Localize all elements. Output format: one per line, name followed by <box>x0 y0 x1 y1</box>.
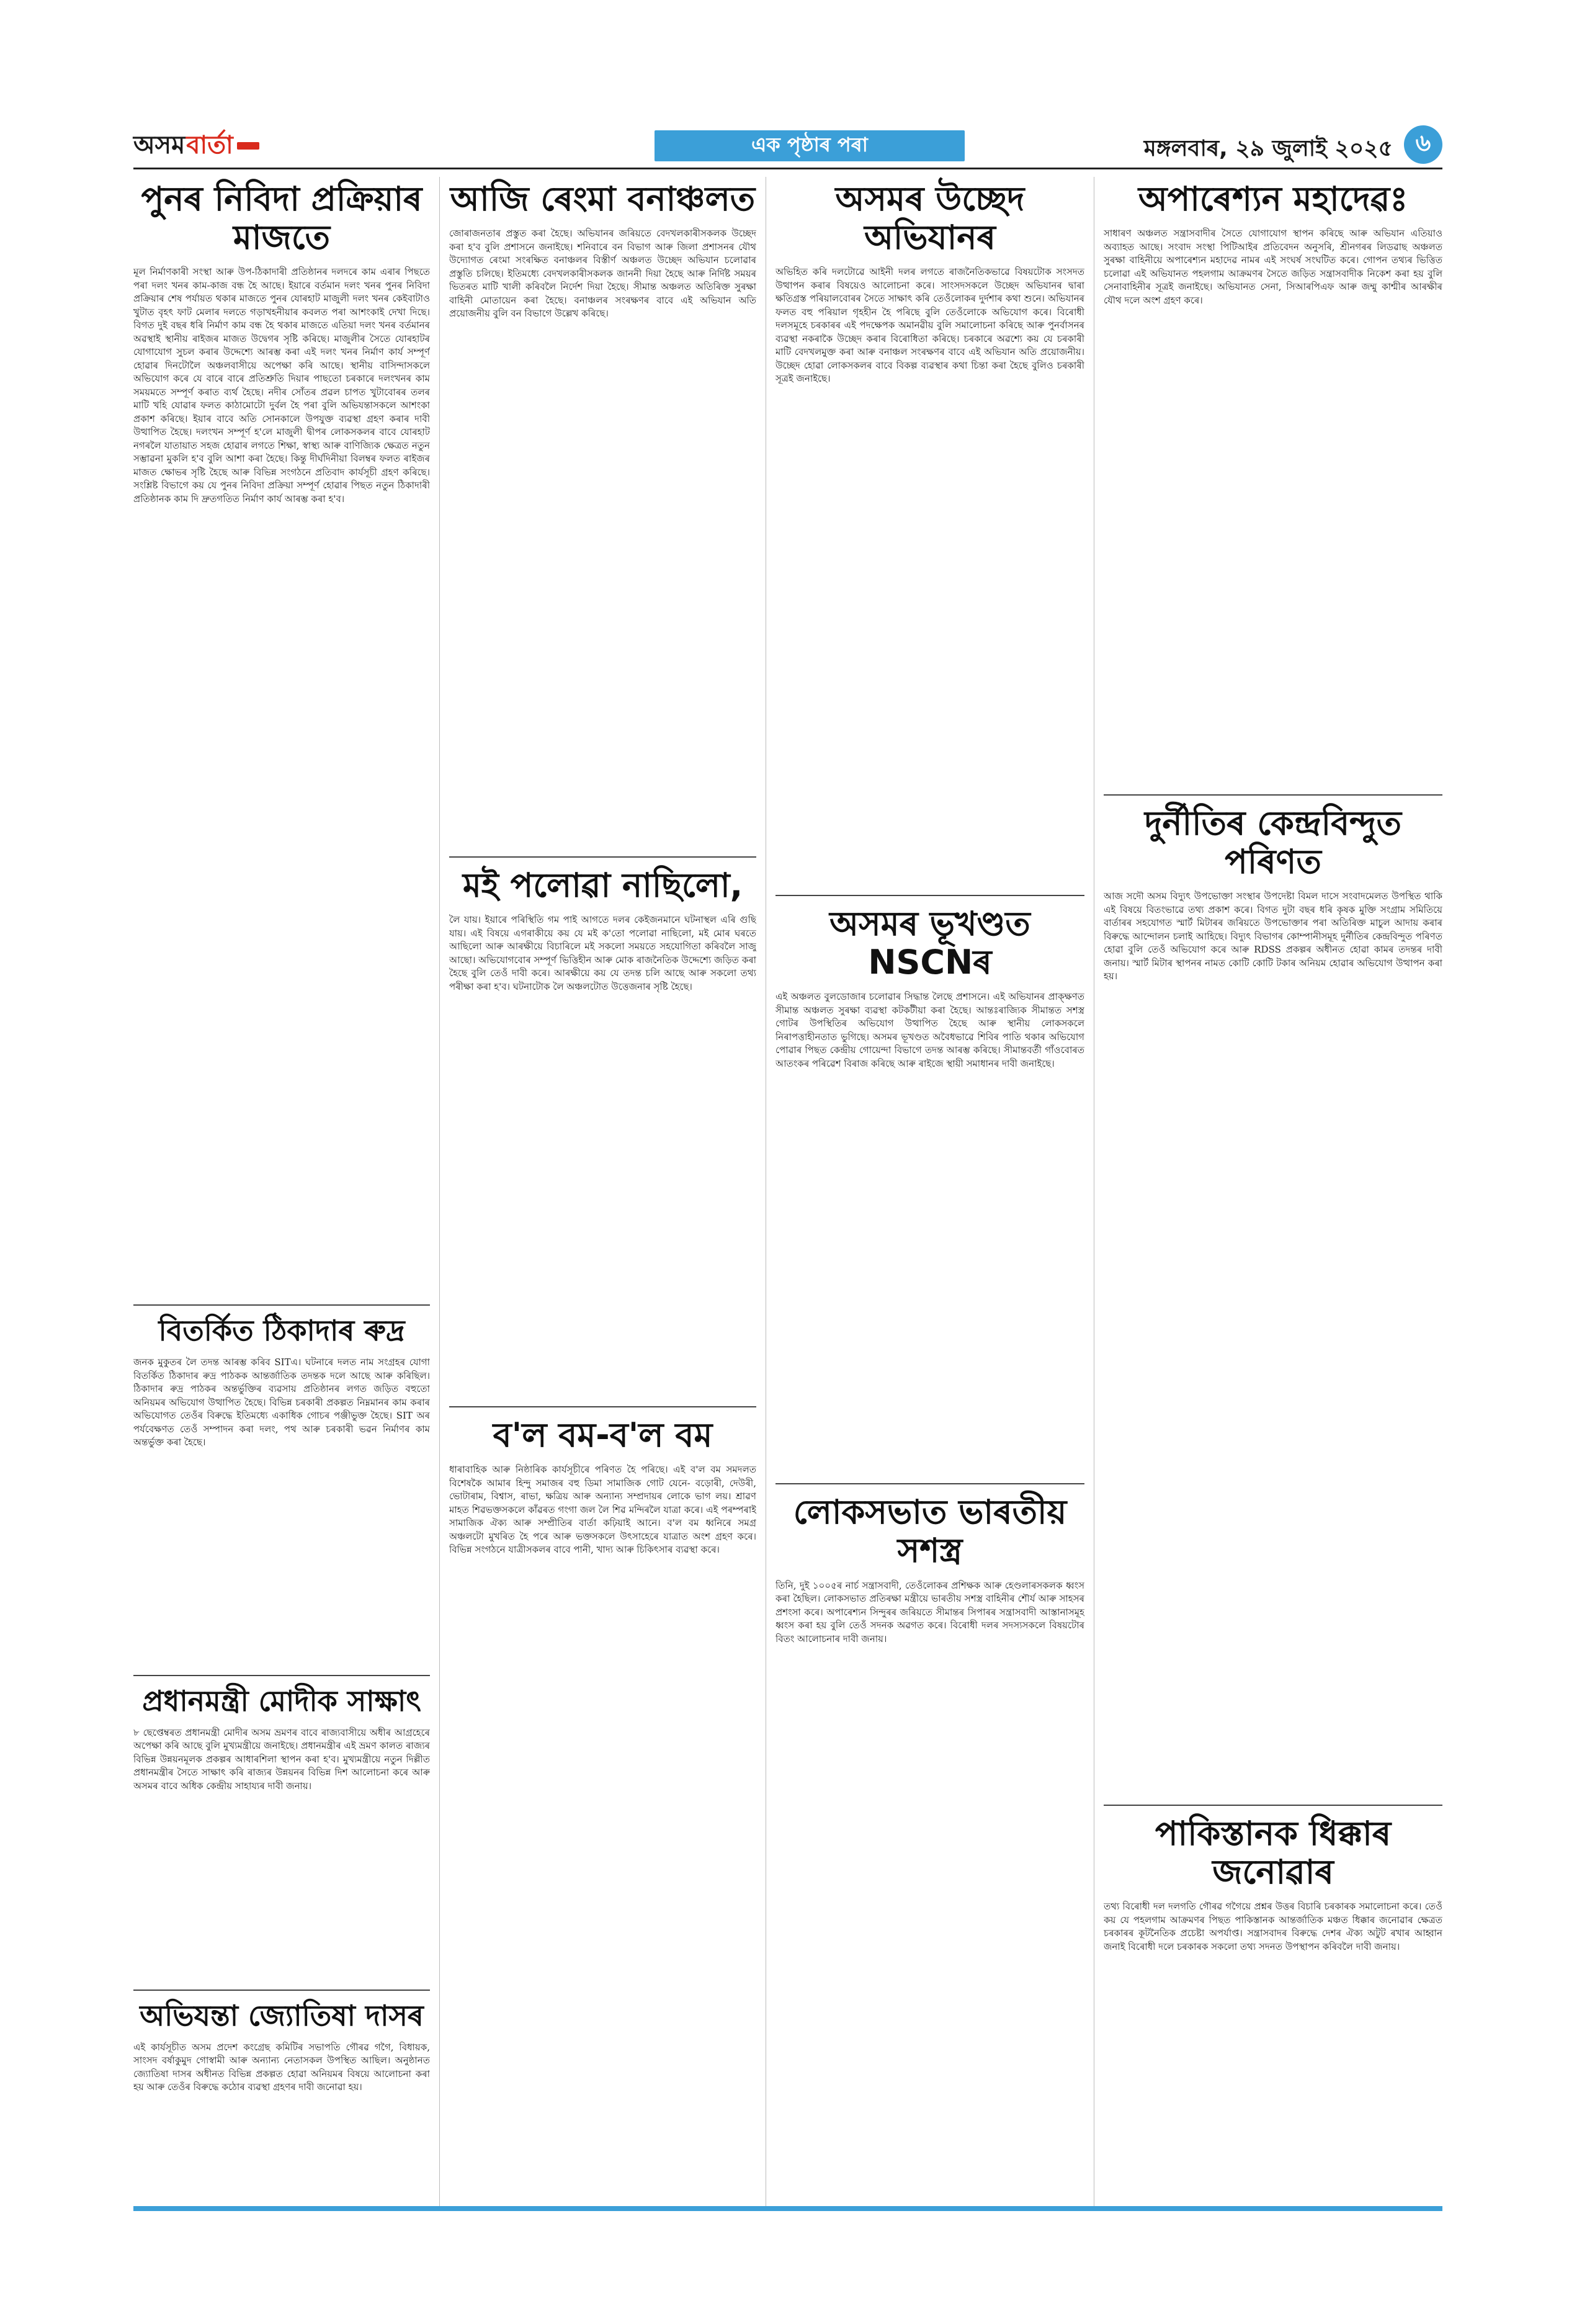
article-separator <box>449 1406 756 1407</box>
article-body-bolbom: ধাৰাবাহিক আৰু নিষ্ঠাৰিক কাৰ্যসূচীৰে পৰিণত হৈ পৰিছে। এই ব'ল বম সমদলত বিশেষকৈ আমাৰ হিন্দু সমাজৰ বহু ডিমা সামাজিক গোট যেনে- বড়োৰী, দেউৰী, ভোটাৰাম, বিশ্বাস, ৰাভা, ক্ষত্ৰিয় আৰু অন্যান্য সম্প্ৰদায়ৰ লোকে ভাগ লয়। শ্ৰাৱণ মাহত শিৱভক্তসকলে কাঁৱৰত গংগা জল লৈ শিৱ মন্দিৰলৈ যাত্ৰা কৰে। এই পৰম্পৰাই সামাজিক ঐক্য আৰু সম্প্ৰীতিৰ বাৰ্তা কঢ়িয়াই আনে। ব'ল বম ধ্বনিৰে সমগ্ৰ অঞ্চলটো মুখৰিত হৈ পৰে আৰু ভক্তসকলে উৎসাহেৰে যাত্ৰাত অংশ গ্ৰহণ কৰে। বিভিন্ন সংগঠনে যাত্ৰীসকলৰ বাবে পানী, খাদ্য আৰু চিকিৎসাৰ ব্যৱস্থা কৰে। <box>449 1464 756 1556</box>
headline-modi: প্ৰধানমন্ত্ৰী মোদীক সাক্ষাৎ <box>142 1684 421 1718</box>
article-separator <box>133 1304 430 1306</box>
article-body-durniti: আজ সদৌ অসম বিদ্যুৎ উপভোক্তা সংস্থাৰ উপদেষ্টা বিমল দাসে সংবাদমেলত উপস্থিত থাকি এই বিষয়ে বিতংভাৱে তথ্য প্ৰকাশ কৰে। বিগত দুটা বছৰ ধৰি কৃষক মুক্তি সংগ্ৰাম সমিতিয়ে বাৰ্তাৰৰ সহযোগত স্মাৰ্ট মিটাৰৰ জৰিয়তে উপভোক্তাৰ পৰা অতিৰিক্ত মাচুল আদায় কৰাৰ বিৰুদ্ধে আন্দোলন চলাই আহিছে। বিদ্যুৎ বিভাগৰ কোম্পানীসমূহ দুৰ্নীতিৰ কেন্দ্ৰবিন্দুত পৰিণত হোৱা বুলি তেওঁ অভিযোগ কৰে আৰু RDSS প্ৰকল্পৰ অধীনত হোৱা কামৰ তদন্তৰ দাবী জনায়। স্মাৰ্ট মিটাৰ স্থাপনৰ নামত কোটি কোটি টকাৰ অনিয়ম হোৱাৰ অভিযোগ উত্থাপন কৰা হয়। <box>1104 891 1442 982</box>
headline-durniti: দুৰ্নীতিৰ কেন্দ্ৰবিন্দুত পৰিণত <box>1145 804 1401 882</box>
article-separator <box>1104 794 1442 796</box>
article-body-modi: ৮ ছেপ্তেম্বৰত প্ৰধানমন্ত্ৰী মোদীৰ অসম ভ্ৰমণৰ বাবে ৰাজ্যবাসীয়ে অধীৰ আগ্ৰহেৰে অপেক্ষা কৰি আছে বুলি মুখ্যমন্ত্ৰীয়ে জনাইছে। প্ৰধানমন্ত্ৰীৰ এই ভ্ৰমণ কালত ৰাজ্যৰ বিভিন্ন উন্নয়নমূলক প্ৰকল্পৰ আধাৰশিলা স্থাপন কৰা হ'ব। মুখ্যমন্ত্ৰীয়ে নতুন দিল্লীত প্ৰধানমন্ত্ৰীৰ সৈতে সাক্ষাৎ কৰি ৰাজ্যৰ উন্নয়নৰ বিভিন্ন দিশ আলোচনা কৰে আৰু অসমৰ বাবে অধিক কেন্দ্ৰীয় সাহায্যৰ দাবী জনায়। <box>133 1726 430 1792</box>
headline-loksabha: লোকসভাত ভাৰতীয় সশস্ত্ৰ <box>793 1492 1067 1571</box>
article-body-mahadev: সাধাৰণ অঞ্চলত সন্ত্ৰাসবাদীৰ সৈতে যোগাযোগ স্থাপন কৰিছে আৰু অভিযান এতিয়াও অব্যাহত আছে। সংবাদ সংস্থা পিটিআইৰ প্ৰতিবেদন অনুসৰি, শ্ৰীনগৰৰ লিডৱাছ অঞ্চলত সুৰক্ষা বাহিনীয়ে অপাৰেশ্যন মহাদেৱ নামৰ এই সংঘৰ্ষ সংঘটিত কৰে। গোপন তথ্যৰ ভিত্তিত চলোৱা এই অভিযানত পহলগাম আক্ৰমণৰ সৈতে জড়িত সন্ত্ৰাসবাদীক নিকেশ কৰা হয় বুলি সেনাবাহিনীৰ সূত্ৰই জনাইছে। অভিযানত সেনা, সিআৰপিএফ আৰু জম্মু কাশ্মীৰ আৰক্ষীৰ যৌথ দলে অংশ গ্ৰহণ কৰে। <box>1104 228 1442 306</box>
headline-ucched: অসমৰ উচ্ছেদ অভিযানৰ <box>835 179 1025 258</box>
article-body-nscn: এই অঞ্চলত বুলডোজাৰ চলোৱাৰ সিদ্ধান্ত লৈছে প্ৰশাসনে। এই অভিযানৰ প্ৰাক্ক্ষণত সীমান্ত অঞ্চলত সুৰক্ষা ব্যৱস্থা কটকটীয়া কৰা হৈছে। আন্তঃৰাজ্যিক সীমান্তত সশস্ত্ৰ গোটৰ উপস্থিতিৰ অভিযোগ উত্থাপিত হৈছে আৰু স্থানীয় লোকসকলে নিৰাপত্তাহীনতাত ভুগিছে। অসমৰ ভূখণ্ডত অবৈধভাৱে শিবিৰ পাতি থকাৰ অভিযোগ পোৱাৰ পিছত কেন্দ্ৰীয় গোয়েন্দা বিভাগে তদন্ত আৰম্ভ কৰিছে। সীমান্তবৰ্তী গাঁওবোৰত আতংকৰ পৰিৱেশ বিৰাজ কৰিছে আৰু ৰাইজে স্থায়ী সমাধানৰ দাবী জনাইছে। <box>775 991 1084 1069</box>
column-divider <box>439 177 440 2206</box>
section-label-box <box>655 130 965 161</box>
page-number-badge: ৬ <box>1404 125 1442 164</box>
column-3 <box>775 180 1084 2324</box>
issue-date: মঙ্গলবাৰ, ২৯ জুলাই ২০২৫ <box>1143 136 1393 161</box>
logo-swoosh-icon <box>237 142 259 150</box>
article-separator <box>1104 1805 1442 1806</box>
headline-polowa: মই পলোৱা নাছিলো, <box>462 866 743 905</box>
headline-mahadev: অপাৰেশ্যন মহাদেৱঃ <box>1138 179 1408 218</box>
newspaper-logo <box>133 130 259 161</box>
headline-pakistan: পাকিস্তানক ধিক্কাৰ জনোৱাৰ <box>1155 1814 1392 1892</box>
logo-text-part2: বাৰ্তা <box>186 130 233 159</box>
column-1 <box>133 180 430 2277</box>
headline-bolbom: ব'ল বম-ব'ল বম <box>493 1415 713 1455</box>
headline-rudra: বিতৰ্কিত ঠিকাদাৰ ৰুদ্ৰ <box>158 1314 405 1348</box>
headline-rengma: আজি ৰেংমা বনাঞ্চলত <box>450 179 756 218</box>
footer-accent-bar <box>133 2206 1442 2211</box>
headline-nscn: অসমৰ ভূখণ্ডত NSCNৰ <box>829 904 1030 982</box>
masthead <box>133 124 1442 169</box>
article-body-nibida: মূল নিৰ্মাণকাৰী সংস্থা আৰু উপ-ঠিকাদাৰী প্ৰতিষ্ঠানৰ দলদৰে কাম এৰাৰ পিছতে পৰা দলং খনৰ কাম-কাজ বন্ধ হৈ আছে। ইয়াৰে বৰ্তমান দলং খনৰ পুনৰ নিবিদা প্ৰক্ৰিয়াৰ শেষ পৰ্যায়ত থকাৰ মাজতে পুনৰ যোৰহাট মাজুলী দলং খনৰ কেইবাটাও খুটাত বৃহৎ ফাট মেলাৰ দলতে গড়াখহনীয়াৰ কবলত পৰা আশংকাই দেখা দিছে। বিগত দুই বছৰ ধৰি নিৰ্মাণ কাম বন্ধ হৈ থকাৰ মাজতে এতিয়া দলং খনৰ বৰ্তমানৰ অৱস্থাই স্থানীয় ৰাইজৰ মাজত উদ্বেগৰ সৃষ্টি কৰিছে। মাজুলীৰ সৈতে যোৰহাটৰ যোগাযোগ সুচল কৰাৰ উদ্দেশ্যে আৰম্ভ কৰা এই দলং খনৰ নিৰ্মাণ কাৰ্য সম্পূৰ্ণ হোৱাৰ দিনটোলৈ অঞ্চলবাসীয়ে অপেক্ষা কৰি আছে। স্থানীয় বাসিন্দাসকলে অভিযোগ কৰে যে বাৰে বাৰে প্ৰতিশ্ৰুতি দিয়াৰ পাছতো চৰকাৰে দলংখনৰ কাম সময়মতে সম্পূৰ্ণ কৰাত ব্যৰ্থ হৈছে। নদীৰ সোঁতৰ প্ৰৱল চাপত খুটাবোৰৰ তলৰ মাটি খহি যোৱাৰ ফলত কাঠামোটো দুৰ্বল হৈ পৰা বুলি অভিযন্তাসকলে আশংকা প্ৰকাশ কৰিছে। ইয়াৰ বাবে অতি সোনকালে উপযুক্ত ব্যৱস্থা গ্ৰহণ কৰাৰ দাবী উত্থাপিত হৈছে। দলংখন সম্পূৰ্ণ হ'লে মাজুলী দ্বীপৰ লোকসকলৰ বাবে যোৰহাট নগৰলৈ যাতায়াত সহজ হোৱাৰ লগতে শিক্ষা, স্বাস্থ্য আৰু বাণিজ্যিক ক্ষেত্ৰত নতুন সম্ভাৱনা মুকলি হ'ব বুলি আশা কৰা হৈছে। কিন্তু দীৰ্ঘদিনীয়া বিলম্বৰ ফলত ৰাইজৰ মাজত ক্ষোভৰ সৃষ্টি হৈছে আৰু বিভিন্ন সংগঠনে প্ৰতিবাদ কাৰ্যসূচী গ্ৰহণ কৰিছে। সংশ্লিষ্ট বিভাগে কয় যে পুনৰ নিবিদা প্ৰক্ৰিয়া সম্পূৰ্ণ হোৱাৰ পিছত নতুন ঠিকাদাৰী প্ৰতিষ্ঠানক কাম দি দ্ৰুতগতিত নিৰ্মাণ কাৰ্য আৰম্ভ কৰা হ'ব। <box>133 266 430 505</box>
article-body-jyotisha: এই কাৰ্যসূচীত অসম প্ৰদেশ কংগ্ৰেছ কমিটিৰ সভাপতি গৌৰৱ গগৈ, বিধায়ক, সাংসদ বৰ্ষাকুমুদ গোস্বামী আৰু অন্যান্য নেতাসকল উপস্থিত আছিল। অনুষ্ঠানত জ্যোতিষা দাসৰ অধীনত বিভিন্ন প্ৰকল্পত হোৱা অনিয়মৰ বিষয়ে আলোচনা কৰা হয় আৰু তেওঁৰ বিৰুদ্ধে কঠোৰ ব্যৱস্থা গ্ৰহণৰ দাবী জনোৱা হয়। <box>133 2041 430 2093</box>
headline-jyotisha: অভিযন্তা জ্যোতিষা দাসৰ <box>140 1998 424 2032</box>
column-4 <box>1104 180 1442 2285</box>
headline-nibida: পুনৰ নিবিদা প্ৰক্ৰিয়াৰ মাজতে <box>141 179 422 258</box>
section-label: এক পৃষ্ঠাৰ পৰা <box>751 133 868 156</box>
logo-text-part1: অসম <box>133 130 185 159</box>
article-body-ucched: অভিহিত কৰি দলটোৱে আইনী দলৰ লগতে ৰাজনৈতিকভাৱে বিষয়টোক সংসদত উত্থাপন কৰাৰ বিষয়েও আলোচনা কৰে। সাংসদসকলে উচ্ছেদ অভিযানৰ দ্বাৰা ক্ষতিগ্ৰস্ত পৰিয়ালবোৰৰ সৈতে সাক্ষাৎ কৰি তেওঁলোকৰ দুৰ্দশাৰ কথা শুনে। অভিযানৰ ফলত বহু পৰিয়াল গৃহহীন হৈ পৰিছে বুলি তেওঁলোকে অভিযোগ কৰে। বিৰোধী দলসমূহে চৰকাৰৰ এই পদক্ষেপক অমানৱীয় বুলি সমালোচনা কৰিছে আৰু পুনৰ্বাসনৰ ব্যৱস্থা নকৰাকৈ উচ্ছেদ কৰাৰ বিৰোধিতা কৰিছে। চৰকাৰে অৱশ্যে কয় যে চৰকাৰী মাটি বেদখলমুক্ত কৰা আৰু বনাঞ্চল সংৰক্ষণৰ বাবে এই অভিযান অতি প্ৰয়োজনীয়। উচ্ছেদ হোৱা লোকসকলৰ বাবে বিকল্প ব্যৱস্থাৰ কথা চিন্তা কৰা হৈছে বুলিও চৰকাৰী সূত্ৰই জনাইছে। <box>775 266 1084 385</box>
article-separator <box>775 1483 1084 1484</box>
article-body-pakistan: তথ্য বিৰোধী দল দলগতি গৌৰৱ গগৈয়ে প্ৰশ্নৰ উত্তৰ বিচাৰি চৰকাৰক সমালোচনা কৰে। তেওঁ কয় যে পহলগাম আক্ৰমণৰ পিছত পাকিস্তানক আন্তৰ্জাতিক মঞ্চত ধিক্কাৰ জনোৱাৰ ক্ষেত্ৰত চৰকাৰৰ কূটনৈতিক প্ৰচেষ্টা অপৰ্যাপ্ত। সন্ত্ৰাসবাদৰ বিৰুদ্ধে দেশৰ ঐক্য অটুট ৰখাৰ আহ্বান জনাই বিৰোধী দলে চৰকাৰক সকলো তথ্য সদনত উপস্থাপন কৰিবলৈ দাবী জনায়। <box>1104 1901 1442 1952</box>
article-separator <box>133 1675 430 1676</box>
article-separator <box>775 895 1084 896</box>
article-body-rengma: জোৰাজনতাৰ প্ৰস্তুত কৰা হৈছে। অভিযানৰ জৰিয়তে বেদখলকাৰীসকলক উচ্ছেদ কৰা হ'ব বুলি প্ৰশাসনে জনাইছে। শনিবাৰে বন বিভাগ আৰু জিলা প্ৰশাসনৰ যৌথ উদ্যোগত ৰেংমা সংৰক্ষিত বনাঞ্চলৰ বিস্তীৰ্ণ অঞ্চলত উচ্ছেদ অভিযান চলোৱাৰ প্ৰস্তুতি চলিছে। ইতিমধ্যে বেদখলকাৰীসকলক জাননী দিয়া হৈছে আৰু নিৰ্দিষ্ট সময়ৰ ভিতৰত মাটি খালী কৰিবলৈ নিৰ্দেশ দিয়া হৈছে। সীমান্ত অঞ্চলত অতিৰিক্ত সুৰক্ষা বাহিনী মোতায়েন কৰা হৈছে। বনাঞ্চলৰ সংৰক্ষণৰ বাবে এই অভিযান অতি প্ৰয়োজনীয় বুলি বন বিভাগে উল্লেখ কৰিছে। <box>449 228 756 320</box>
article-body-polowa: লৈ যায়। ইয়াৰে পৰিস্থিতি গম পাই আগতে দলৰ কেইজনমানে ঘটনাস্থল এৰি গুছি যায়। এই বিষয়ে এগৰাকীয়ে কয় যে মই ক'তো পলোৱা নাছিলো, মই মোৰ ঘৰতে আছিলো আৰু আৰক্ষীয়ে বিচাৰিলে মই সকলো সময়তে সহযোগিতা কৰিবলৈ সাজু আছো। অভিযোগবোৰ সম্পূৰ্ণ ভিত্তিহীন আৰু মোক ৰাজনৈতিক উদ্দেশ্যে জড়িত কৰা হৈছে বুলি তেওঁ দাবী কৰে। আৰক্ষীয়ে কয় যে তদন্ত চলি আছে আৰু সকলো তথ্য পৰীক্ষা কৰা হ'ব। ঘটনাটোক লৈ অঞ্চলটোত উত্তেজনাৰ সৃষ্টি হৈছে। <box>449 914 756 992</box>
article-separator <box>133 1990 430 1991</box>
article-body-rudra: জনক মুকুতৰ লৈ তদন্ত আৰম্ভ কৰিব SITএ। ঘটনাৰে দলত নাম সংগ্ৰহৰ যোগা বিতৰ্কিত ঠিকাদাৰ ৰুদ্ৰ পাঠকক আন্তৰ্জাতিক তদন্তক দলে আছে আৰু কৰিছিল। ঠিকাদাৰ ৰুদ্ৰ পাঠকৰ অন্তৰ্ভুক্তিৰ ব্যৱসায় প্ৰতিষ্ঠানৰ লগত জড়িত বহুতো অনিয়মৰ অভিযোগ উত্থাপিত হৈছে। বিভিন্ন চৰকাৰী প্ৰকল্পত নিম্নমানৰ কাম কৰাৰ অভিযোগত তেওঁৰ বিৰুদ্ধে ইতিমধ্যে একাধিক গোচৰ পঞ্জীভুক্ত হৈছে। SIT অৰ পৰ্যবেক্ষণত তেওঁ সম্পাদন কৰা দলং, পথ আৰু চৰকাৰী ভৱন নিৰ্মাণৰ কাম অন্তৰ্ভুক্ত কৰা হৈছে। <box>133 1357 430 1448</box>
article-separator <box>449 856 756 858</box>
article-body-loksabha: তিনি, দুই ১০০৫ৰ নাৰ্চ সন্ত্ৰাসবাদী, তেওঁলোকৰ প্ৰশিক্ষক আৰু হেণ্ডলাৰসকলক ধ্বংস কৰা হৈছিল। লোকসভাত প্ৰতিৰক্ষা মন্ত্ৰীয়ে ভাৰতীয় সশস্ত্ৰ বাহিনীৰ শৌৰ্য আৰু সাহসৰ প্ৰশংসা কৰে। অপাৰেশ্যন সিন্দুৰৰ জৰিয়তে সীমান্তৰ সিপাৰৰ সন্ত্ৰাসবাদী আস্তানাসমূহ ধ্বংস কৰা হয় বুলি তেওঁ সদনক অৱগত কৰে। বিৰোধী দলৰ সদস্যসকলে বিষয়টোৰ বিতং আলোচনাৰ দাবী জনায়। <box>775 1579 1084 1644</box>
column-2 <box>449 180 756 2208</box>
